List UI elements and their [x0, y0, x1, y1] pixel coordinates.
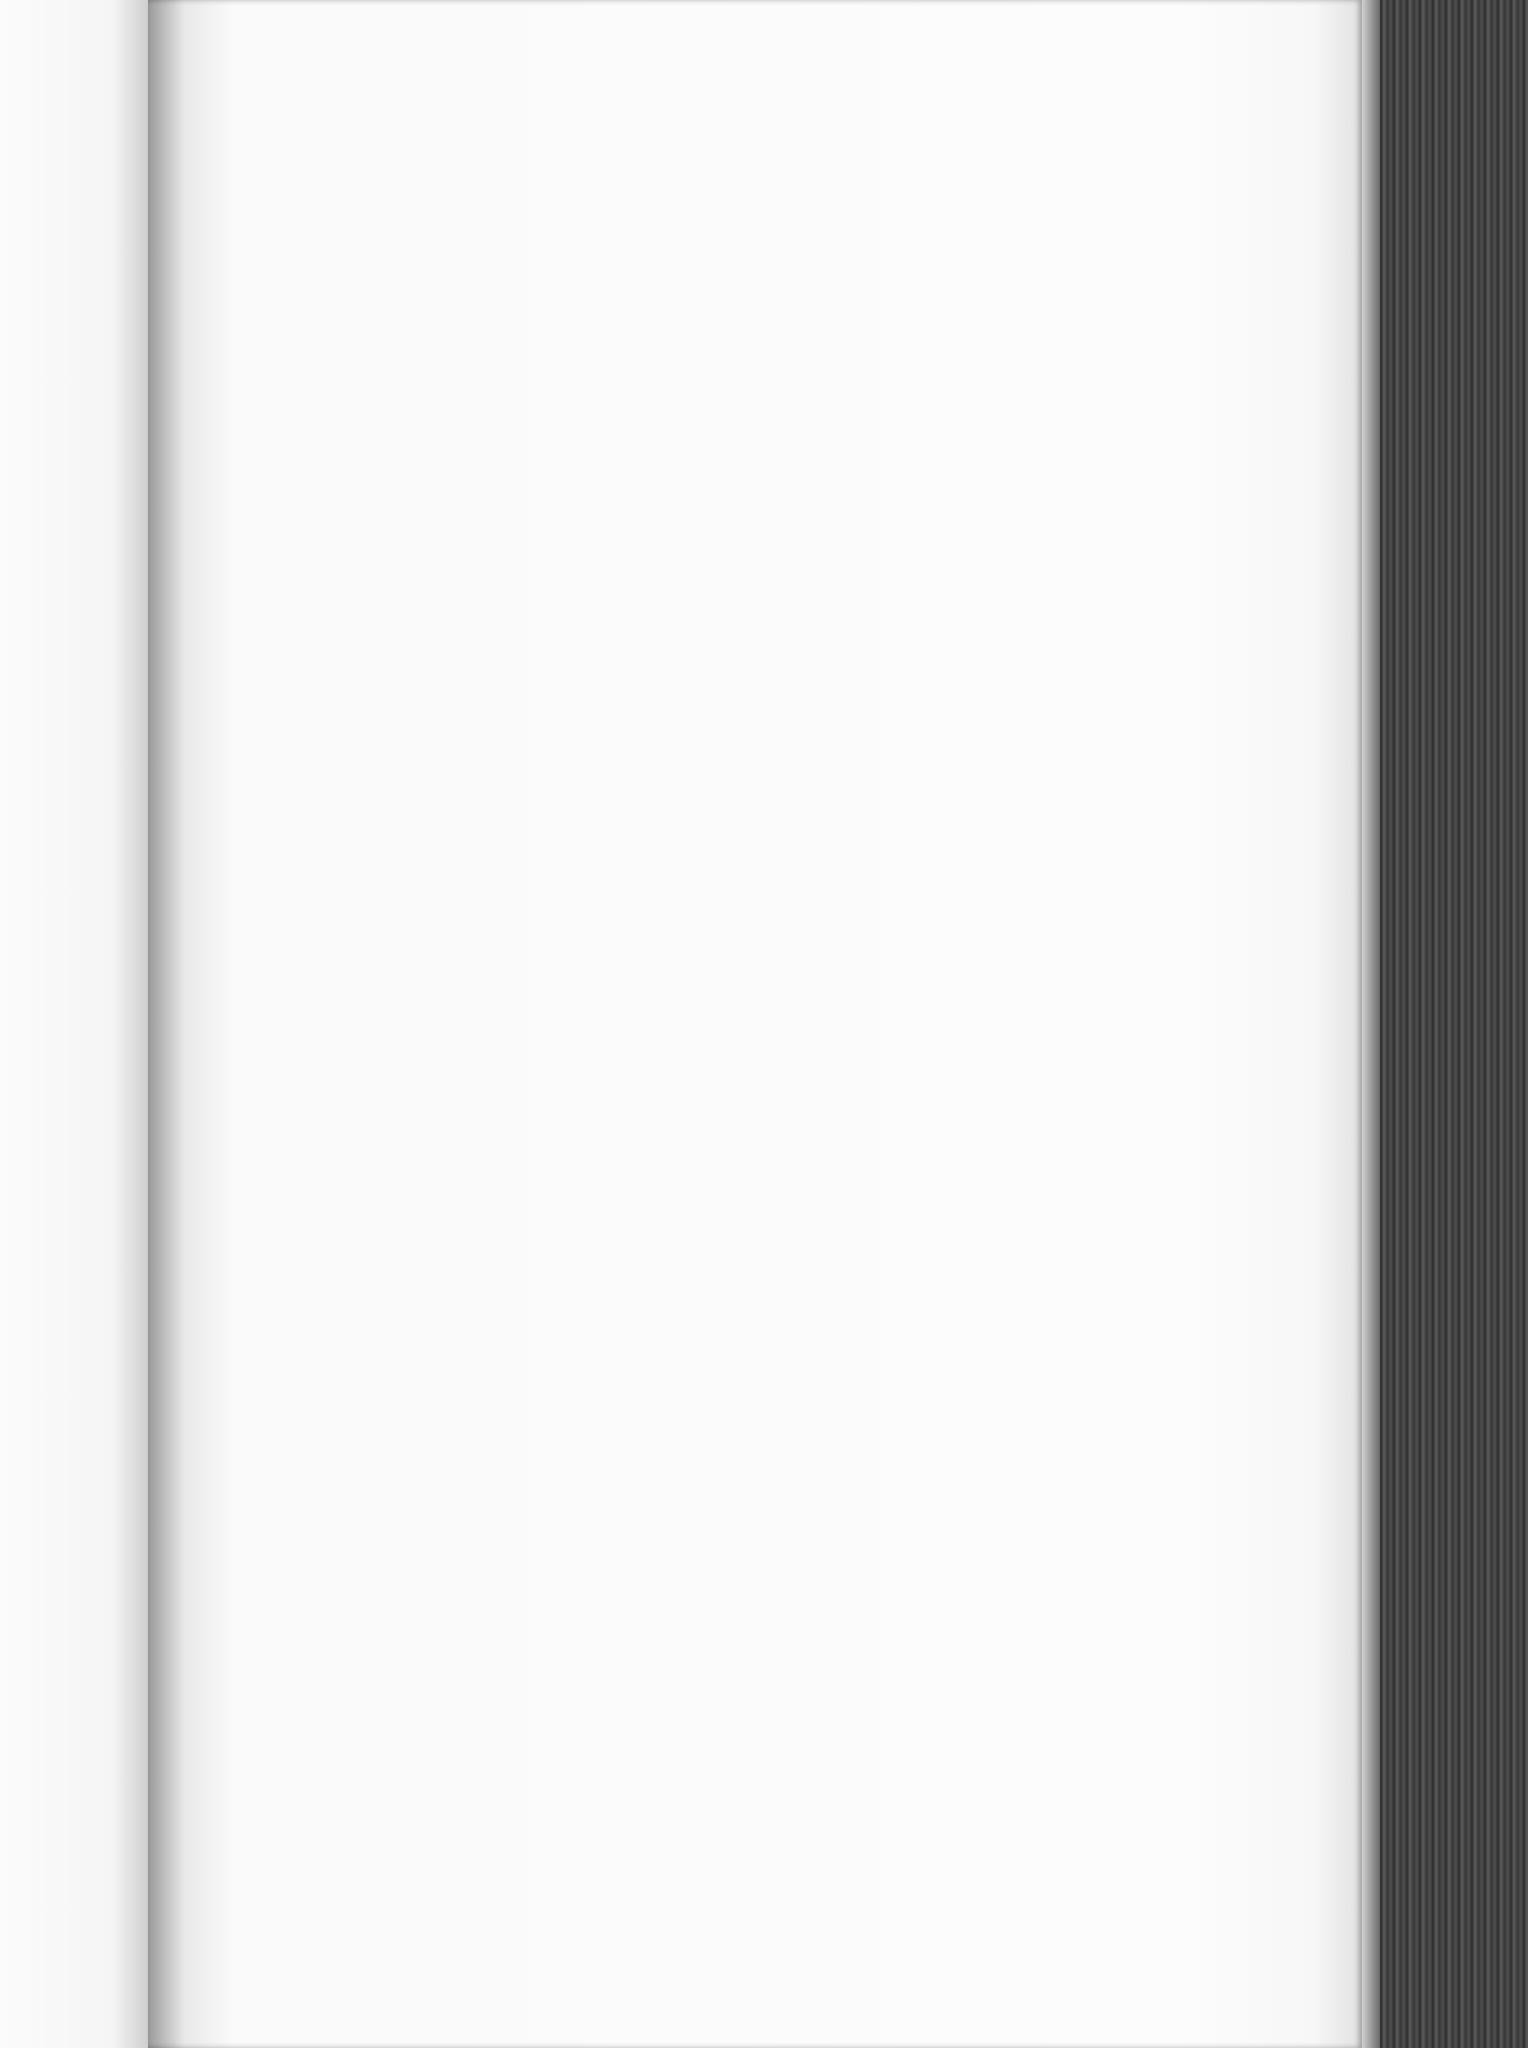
- page: [148, 0, 1362, 2048]
- facing-page: [0, 0, 160, 2048]
- book-page-edges: [1362, 0, 1528, 2048]
